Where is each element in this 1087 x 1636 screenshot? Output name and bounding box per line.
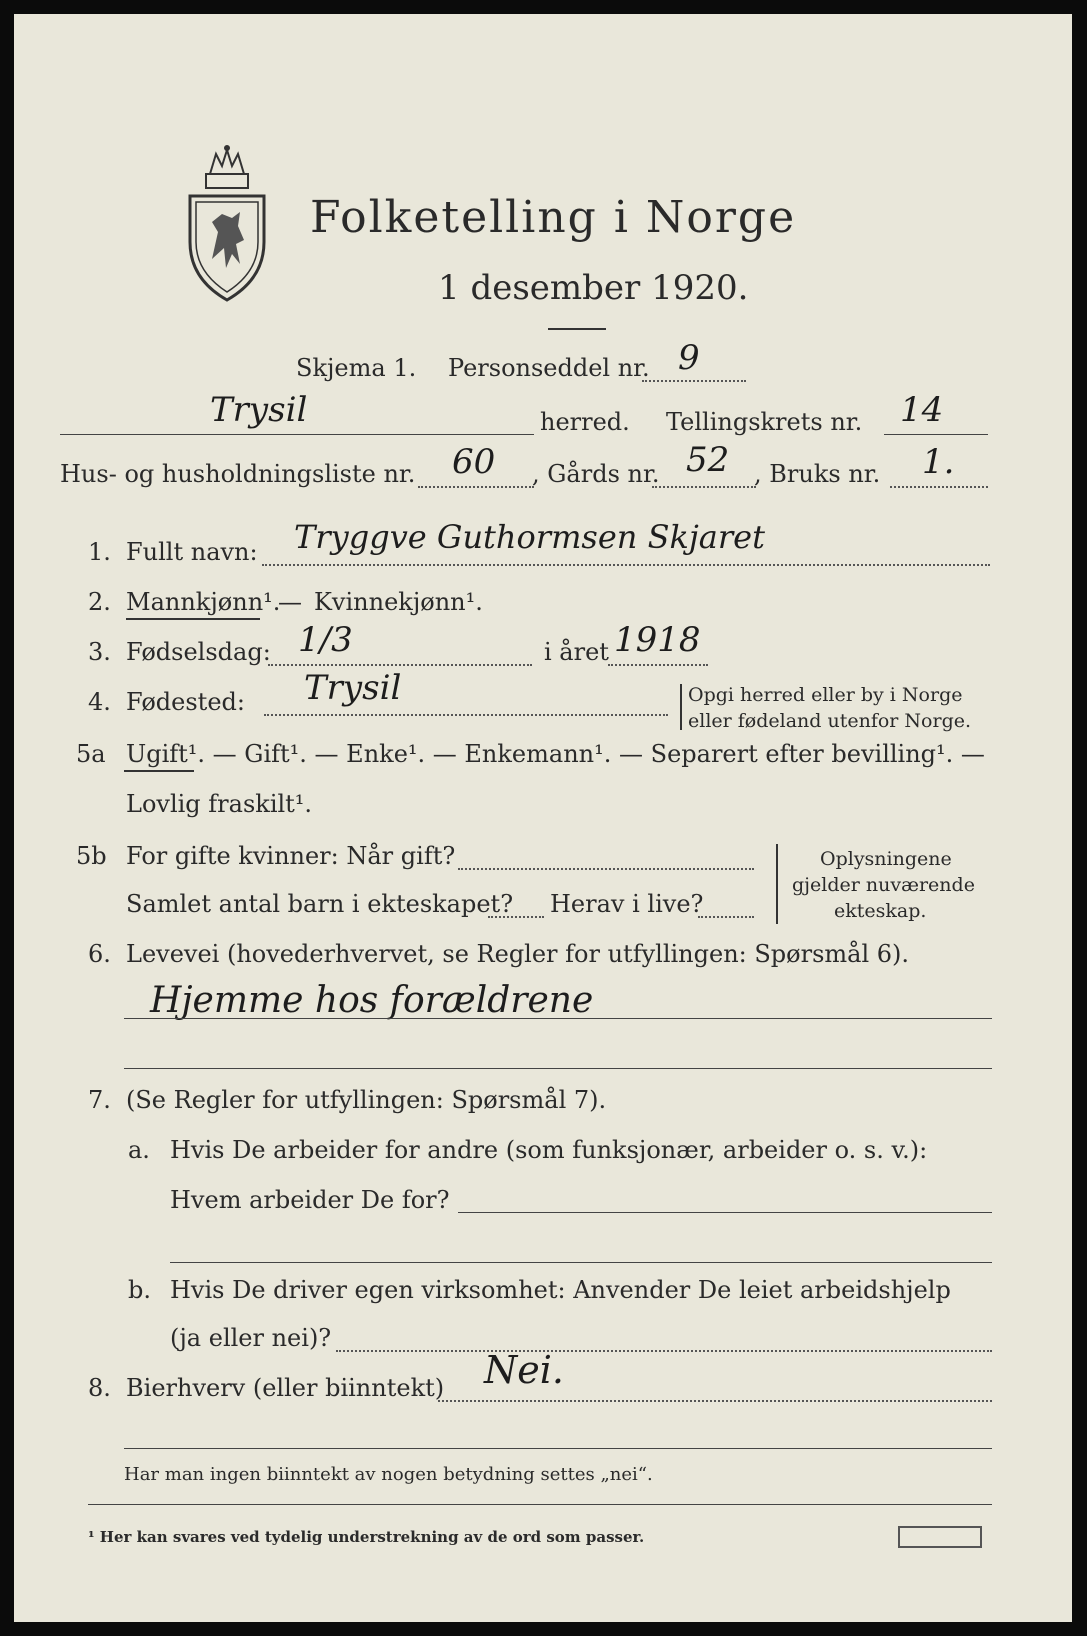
q2-number: 2. <box>88 588 111 616</box>
q7b-label: Hvis De driver egen virksomhet: Anvender De leiet arbeidshjelp <box>170 1276 951 1304</box>
birthday-value[interactable]: 1/3 <box>298 620 353 660</box>
census-form-page <box>14 14 1072 1622</box>
occupation-value[interactable]: Hjemme hos forældrene <box>150 980 594 1021</box>
lovlig-fraskilt-option[interactable]: Lovlig fraskilt¹. <box>126 790 313 818</box>
q7b-number: b. <box>128 1276 151 1304</box>
personseddel-label: Personseddel nr. <box>448 354 650 382</box>
personseddel-value[interactable]: 9 <box>678 338 700 378</box>
q3-number: 3. <box>88 638 111 666</box>
q1-number: 1. <box>88 538 111 566</box>
q8-label: Bierhverv (eller biinntekt) <box>126 1374 445 1402</box>
q7a-label: Hvis De arbeider for andre (som funksjonær, arbeider o. s. v.): <box>170 1136 928 1164</box>
q3-label: Fødselsdag: <box>126 638 271 666</box>
bruks-label: , Bruks nr. <box>754 460 881 488</box>
footnote: ¹ Her kan svares ved tydelig understrekning av de ord som passer. <box>88 1528 645 1546</box>
full-name-value[interactable]: Tryggve Guthormsen Skjaret <box>294 518 765 556</box>
title-divider <box>548 328 606 330</box>
hus-value[interactable]: 60 <box>452 442 496 482</box>
q7-number: 7. <box>88 1086 111 1114</box>
q5b-label-1: For gifte kvinner: Når gift? <box>126 842 456 870</box>
q7a-label-2: Hvem arbeider De for? <box>170 1186 450 1214</box>
tellingskrets-value[interactable]: 14 <box>900 390 944 430</box>
q5b-label-3: Herav i live? <box>550 890 704 918</box>
q4-number: 4. <box>88 688 111 716</box>
q7-label: (Se Regler for utfyllingen: Spørsmål 7). <box>126 1086 607 1114</box>
q6-label: Levevei (hovederhvervet, se Regler for utfyllingen: Spørsmål 6). <box>126 940 910 968</box>
q5b-label-2: Samlet antal barn i ekteskapet? <box>126 890 514 918</box>
ugift-underline <box>124 770 194 772</box>
q5a-number: 5a <box>76 740 106 768</box>
schema-label: Skjema 1. <box>296 354 417 382</box>
tellingskrets-label: Tellingskrets nr. <box>666 408 863 436</box>
q1-label: Fullt navn: <box>126 538 258 566</box>
q5b-note-2: gjelder nuværende <box>792 874 975 896</box>
herred-label: herred. <box>540 408 630 436</box>
male-option[interactable]: Mannkjønn¹. <box>126 588 281 616</box>
q7b-label-2: (ja eller nei)? <box>170 1324 332 1352</box>
bruks-value[interactable]: 1. <box>922 442 955 482</box>
q5b-number: 5b <box>76 842 107 870</box>
form-title: Folketelling i Norge <box>310 192 797 243</box>
q5b-note-1: Oplysningene <box>820 848 952 870</box>
hus-label: Hus- og husholdningsliste nr. <box>60 460 416 488</box>
q6-number: 6. <box>88 940 111 968</box>
q4-label: Fødested: <box>126 688 245 716</box>
herred-value[interactable]: Trysil <box>210 390 308 430</box>
birthplace-value[interactable]: Trysil <box>304 668 402 708</box>
q7a-number: a. <box>128 1136 150 1164</box>
male-underline <box>126 618 260 620</box>
hired-help-field[interactable] <box>336 1350 992 1352</box>
gards-value[interactable]: 52 <box>686 440 730 480</box>
q2-dash: — <box>278 588 302 616</box>
q8-number: 8. <box>88 1374 111 1402</box>
employer-field[interactable] <box>458 1212 992 1213</box>
coat-of-arms-icon <box>182 144 272 304</box>
gards-label: , Gårds nr. <box>532 460 660 488</box>
census-date: 1 desember 1920. <box>438 268 749 308</box>
female-option[interactable]: Kvinnekjønn¹. <box>314 588 483 616</box>
birthplace-note-1: Opgi herred eller by i Norge <box>688 684 963 706</box>
printer-stamp <box>898 1526 982 1548</box>
birth-year-label: i året <box>544 638 609 666</box>
side-income-value[interactable]: Nei. <box>484 1348 564 1392</box>
birth-year-value[interactable]: 1918 <box>614 620 701 660</box>
marital-status-options[interactable]: Ugift¹. — Gift¹. — Enke¹. — Enkemann¹. — Separert efter bevilling¹. — <box>126 740 985 768</box>
q5b-note-3: ekteskap. <box>834 900 927 922</box>
footer-note: Har man ingen biinntekt av nogen betydning settes „nei“. <box>124 1464 653 1485</box>
birthplace-note-2: eller fødeland utenfor Norge. <box>688 710 972 732</box>
